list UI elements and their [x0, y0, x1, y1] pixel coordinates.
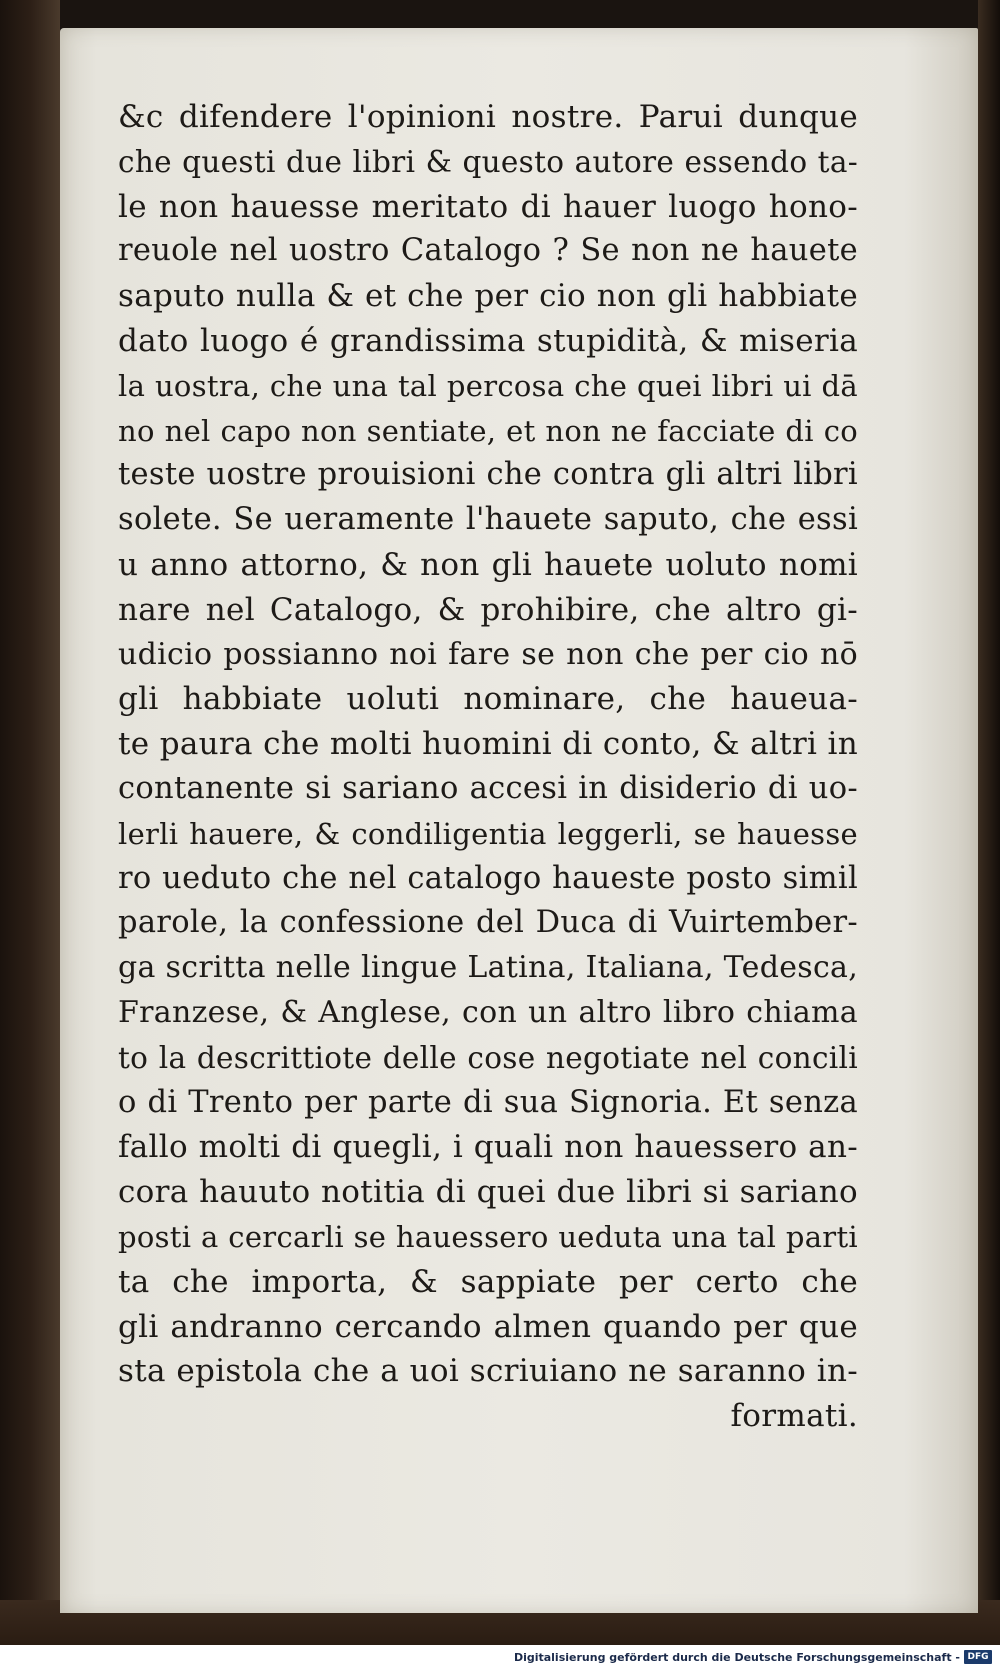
- text-line: te paura che molti huomini di conto, & altri in: [118, 726, 858, 763]
- text-line: u anno attorno, & non gli hauete uoluto nomi: [118, 546, 858, 583]
- text-line: reuole nel uostro Catalogo ? Se non ne hauete: [118, 233, 858, 269]
- text-line: udicio possianno noi fare se non che per cio nō: [118, 636, 858, 672]
- text-line: ro ueduto che nel catalogo haueste posto simil: [118, 860, 858, 896]
- text-line: le non hauesse meritato di hauer luogo hono-: [118, 188, 858, 225]
- text-line: la uostra, che una tal percosa che quei libri ui dā: [118, 368, 858, 403]
- text-line: Franzese, & Anglese, con un altro libro chiama: [118, 994, 858, 1030]
- text-line: &c difendere l'opinioni nostre. Parui dunque: [118, 99, 858, 135]
- text-line: fallo molti di quegli, i quali non hauessero an-: [118, 1129, 858, 1166]
- text-line: posti a cercarli se hauessero ueduta una tal parti: [118, 1219, 858, 1254]
- digitization-footer: [0, 1645, 1000, 1671]
- text-line: lerli hauere, & condiligentia leggerli, se hauesse: [118, 816, 858, 851]
- text-line: solete. Se ueramente l'hauete saputo, che essi: [118, 502, 858, 538]
- text-line: sta epistola che a uoi scriuiano ne saranno in-: [118, 1353, 858, 1390]
- page-text: [118, 95, 858, 1439]
- book-fore-edge: [978, 0, 1000, 1645]
- text-line: teste uostre prouisioni che contra gli altri libri: [118, 457, 858, 493]
- text-line: parole, la confessione del Duca di Vuirtember-: [118, 905, 858, 941]
- dfg-logo-icon: DFG: [964, 1650, 992, 1664]
- text-line: to la descrittiote delle cose negotiate nel concili: [118, 1040, 858, 1075]
- text-line: dato luogo é grandissima stupidità, & miseria: [118, 322, 858, 359]
- text-line: ta che importa, & sappiate per certo che: [118, 1263, 858, 1300]
- text-line: contanente si sariano accesi in disiderio di uo-: [118, 770, 858, 806]
- text-line: nare nel Catalogo, & prohibire, che altro gi-: [118, 591, 858, 628]
- text-line: no nel capo non sentiate, et non ne facciate di co: [118, 413, 858, 448]
- text-line: gli habbiate uoluti nominare, che haueua-: [118, 681, 858, 718]
- text-line: o di Trento per parte di sua Signoria. Et senza: [118, 1084, 858, 1120]
- text-line: gli andranno cercando almen quando per que: [118, 1308, 858, 1345]
- text-line: ga scritta nelle lingue Latina, Italiana, Tedesca,: [118, 950, 858, 986]
- funding-credit: Digitalisierung gefördert durch die Deutsche Forschungsgemeinschaft -: [513, 1651, 960, 1664]
- text-line: cora hauuto notitia di quei due libri si sariano: [118, 1174, 858, 1211]
- text-line: saputo nulla & et che per cio non gli habbiate: [118, 278, 858, 315]
- text-line: che questi due libri & questo autore essendo ta-: [118, 144, 858, 179]
- text-line-final: formati.: [730, 1398, 858, 1435]
- book-binding-edge: [0, 0, 60, 1645]
